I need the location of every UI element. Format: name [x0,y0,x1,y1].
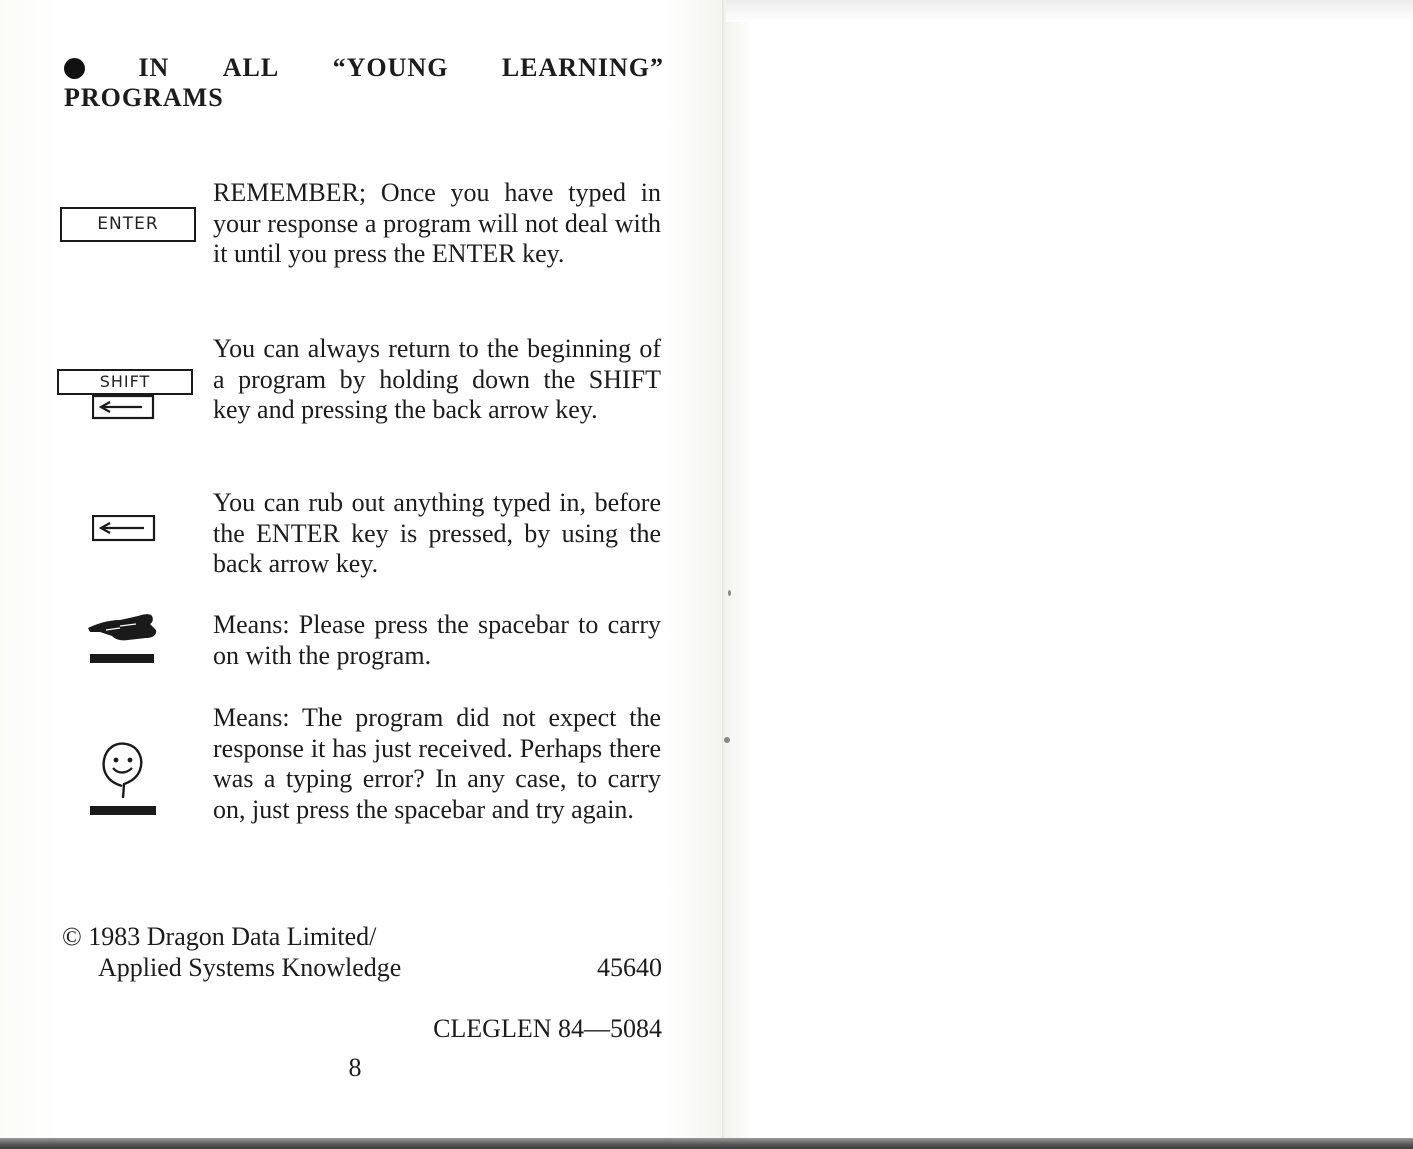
heading-word: “YOUNG [332,53,449,82]
heading-line-1 [64,53,664,83]
heading-word: LEARNING” [501,53,664,82]
right-page-blank [725,0,1413,1149]
copyright-line-1: © 1983 Dragon Data Limited/ [62,922,377,951]
heading-word: IN [138,53,170,82]
bullet-icon [64,58,85,79]
instruction-press-spacebar: Means: Please press the spacebar to carry on with the program. [213,610,661,670]
instruction-rub-out: You can rub out anything typed in, before the ENTER key is pressed, by using the back arrow key. [213,488,661,578]
instruction-unexpected-response: Means: The program did not expect the response it has just received. Perhaps there was a typing error? In any case, to carry on, just press the spacebar and try again. [213,703,661,824]
copyright-notice [62,921,662,983]
page-bottom-edge [0,1138,1413,1149]
heading-line-2: PROGRAMS [64,83,224,112]
back-arrow-key-icon [92,395,156,421]
copyright-line-2 [62,952,662,983]
instruction-enter: REMEMBER; Once you have typed in your response a program will not deal with it until you press the ENTER key. [213,178,661,268]
enter-key-icon: ENTER [60,207,196,242]
paper-speck [728,590,731,596]
publisher-name: Applied Systems Knowledge [98,953,402,982]
page-number: 8 [348,1053,362,1082]
shift-key-icon: SHIFT [57,369,193,395]
paper-speck [724,737,730,743]
catalogue-number: 45640 [597,953,662,982]
instruction-shift-return: You can always return to the beginning of a program by holding down the SHIFT key and pressing the back arrow key. [213,334,661,424]
confused-face-spacebar-icon [86,736,158,818]
right-page-top-shadow [725,0,1413,22]
book-gutter [722,0,726,1140]
printer-code: CLEGLEN 84—5084 [433,1014,662,1043]
pointing-hand-spacebar-icon [86,608,158,666]
section-heading [64,53,664,113]
heading-word: ALL [222,53,280,82]
back-arrow-key-icon [92,515,156,543]
